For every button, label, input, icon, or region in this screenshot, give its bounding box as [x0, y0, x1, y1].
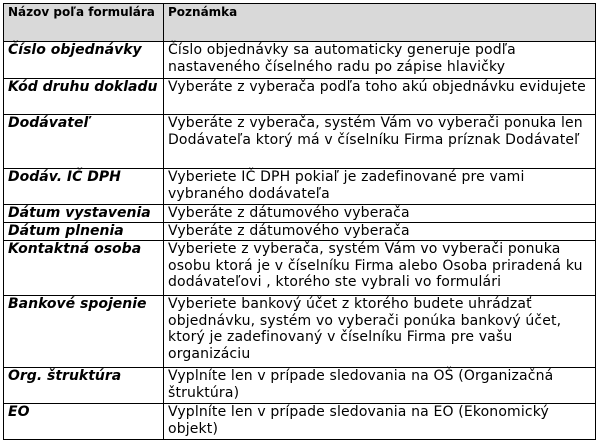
table-row	[4, 79, 596, 115]
table-row	[4, 115, 596, 169]
header-note: Poznámka	[164, 4, 596, 42]
field-name-cell: Kontaktná osoba	[4, 241, 164, 296]
table-row	[4, 169, 596, 205]
table-row	[4, 404, 596, 440]
field-name-cell: EO	[4, 404, 164, 440]
field-name-cell: Kód druhu dokladu	[4, 79, 164, 115]
field-name-cell: Dátum vystavenia	[4, 205, 164, 223]
table-row	[4, 296, 596, 368]
form-fields-table	[3, 3, 596, 440]
table-row	[4, 205, 596, 223]
table-row	[4, 241, 596, 296]
table-row	[4, 42, 596, 79]
note-cell: Vyberáte z vyberača, systém Vám vo vyberači ponuka len Dodávateľa ktorý má v číselníku Firma príznak Dodávateľ	[164, 115, 596, 169]
field-name-cell: Číslo objednávky	[4, 42, 164, 79]
note-cell: Vyberiete IČ DPH pokiaľ je zadefinované pre vami vybraného dodávateľa	[164, 169, 596, 205]
table-row	[4, 368, 596, 404]
field-name-cell: Dodáv. IČ DPH	[4, 169, 164, 205]
note-cell: Číslo objednávky sa automaticky generuje podľa nastaveného číselného radu po zápise hlavičky	[164, 42, 596, 79]
note-cell: Vyberáte z dátumového vyberača	[164, 223, 596, 241]
field-name-cell: Dodávateľ	[4, 115, 164, 169]
note-cell: Vyberiete bankový účet z ktorého budete uhrádzať objednávku, systém vo vyberači ponúka bankový účet, ktorý je zadefinovaný v číselníku Firma pre vašu organizáciu	[164, 296, 596, 368]
table-row	[4, 223, 596, 241]
header-field-name: Názov poľa formulára	[4, 4, 164, 42]
field-name-cell: Org. štruktúra	[4, 368, 164, 404]
note-cell: Vyberáte z vyberača podľa toho akú objednávku evidujete	[164, 79, 596, 115]
field-name-cell: Bankové spojenie	[4, 296, 164, 368]
note-cell: Vyberiete z vyberača, systém Vám vo vyberači ponuka osobu ktorá je v číselníku Firma alebo Osoba priradená ku dodávateľovi , ktorého ste vybrali vo formulári	[164, 241, 596, 296]
note-cell: Vyberáte z dátumového vyberača	[164, 205, 596, 223]
note-cell: Vyplníte len v prípade sledovania na OŠ (Organizačná štruktúra)	[164, 368, 596, 404]
field-name-cell: Dátum plnenia	[4, 223, 164, 241]
note-cell: Vyplníte len v prípade sledovania na EO (Ekonomický objekt)	[164, 404, 596, 440]
table-header-row	[4, 4, 596, 42]
